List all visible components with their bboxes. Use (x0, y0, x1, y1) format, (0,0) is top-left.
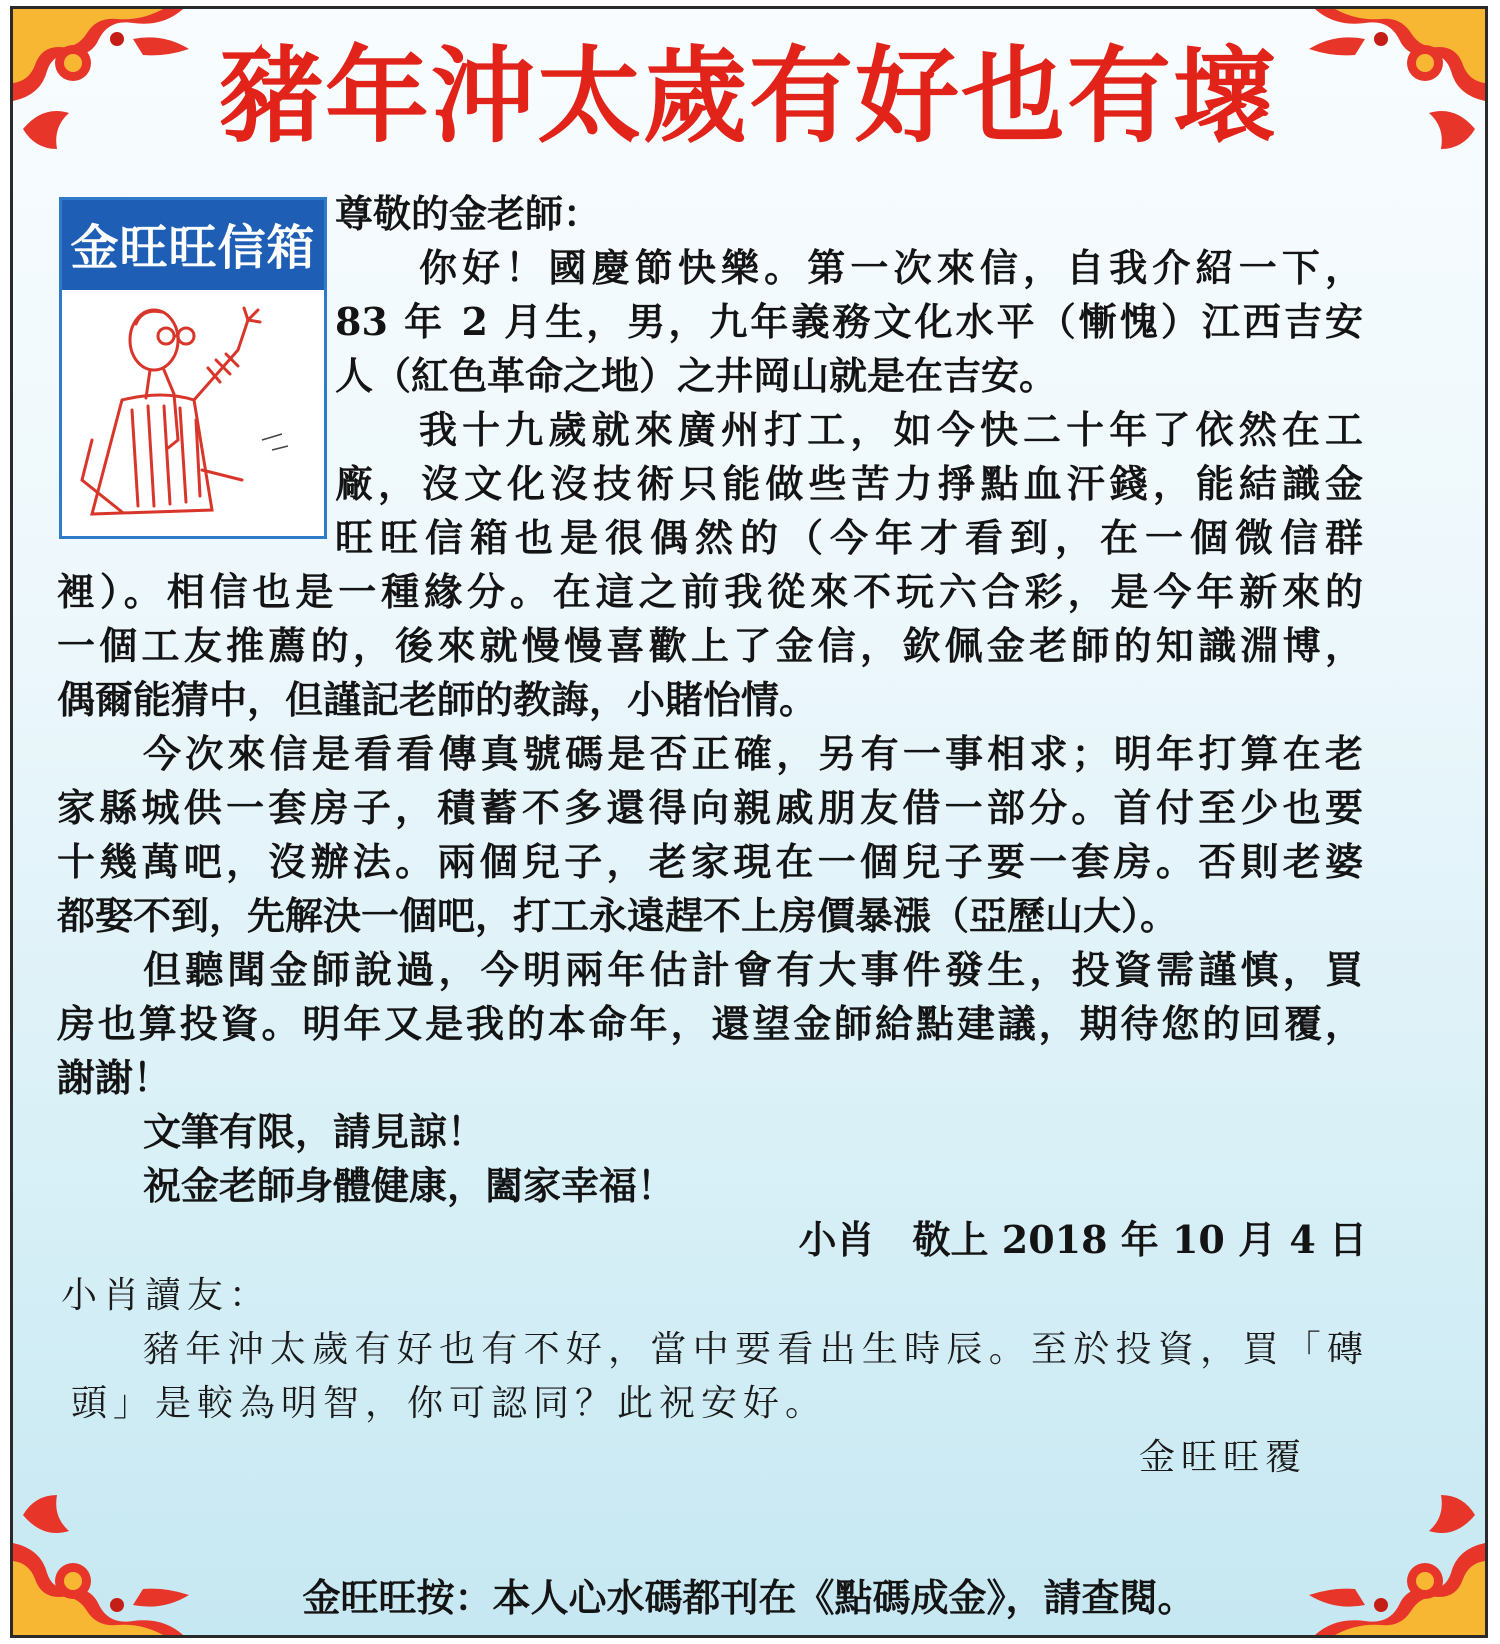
letter-line: 廠，沒文化沒技術只能做些苦力掙點血汗錢，能結識金 (335, 461, 1363, 506)
editor-note: 金旺旺按：本人心水碼都刊在《點碼成金》，請查閱。 (302, 1576, 1196, 1620)
letter-line: 謝謝！ (57, 1055, 172, 1100)
letter-signature: 小肖 敬上 2018 年 10 月 4 日 (798, 1217, 1367, 1262)
column-logo (59, 197, 327, 539)
reply-signature: 金旺旺覆 (1138, 1437, 1307, 1478)
column-logo-title: 金旺旺信箱 (62, 200, 324, 290)
letter-line: 今次來信是看看傳真號碼是否正確，另有一事相求；明年打算在老 (143, 731, 1363, 776)
letter-line: 你好！國慶節快樂。第一次來信，自我介紹一下， (419, 245, 1363, 290)
letter-line: 都娶不到，先解決一個吧，打工永遠趕不上房價暴漲（亞歷山大）。 (57, 893, 1179, 938)
letter-line: 一個工友推薦的，後來就慢慢喜歡上了金信，欽佩金老師的知識淵博， (57, 623, 1363, 668)
letter-line: 偶爾能猜中，但謹記老師的教誨，小賭怡情。 (57, 677, 818, 722)
letter-line: 我十九歲就來廣州打工，如今快二十年了依然在工 (419, 407, 1363, 452)
letter-line: 旺旺信箱也是很偶然的（今年才看到，在一個微信群 (335, 515, 1363, 560)
letter-salutation: 尊敬的金老師： (335, 191, 602, 236)
reply-line: 豬年沖太歲有好也有不好，當中要看出生時辰。至於投資，買「磚 (143, 1329, 1363, 1370)
letter-line: 83 年 2 月生，男，九年義務文化水平（慚愧）江西吉安 (335, 299, 1363, 344)
letter-line: 裡）。相信也是一種緣分。在這之前我從來不玩六合彩，是今年新來的 (57, 569, 1363, 614)
letter-line: 人（紅色革命之地）之井岡山就是在吉安。 (335, 353, 1058, 398)
reply-salutation: 小肖讀友： (61, 1275, 272, 1316)
reply-line: 頭」是較為明智，你可認同？此祝安好。 (71, 1383, 828, 1424)
letter-line: 家縣城供一套房子，積蓄不多還得向親戚朋友借一部分。首付至少也要 (57, 785, 1363, 830)
letter-line: 十幾萬吧，沒辦法。兩個兒子，老家現在一個兒子要一套房。否則老婆 (57, 839, 1363, 884)
newspaper-column-page (10, 6, 1488, 1638)
headline: 豬年沖太歲有好也有壞 (218, 35, 1279, 157)
teacher-illustration (62, 290, 324, 536)
letter-line: 文筆有限，請見諒！ (143, 1109, 486, 1154)
letter-line: 祝金老師身體健康，闔家幸福！ (143, 1163, 676, 1208)
letter-line: 房也算投資。明年又是我的本命年，還望金師給點建議，期待您的回覆， (57, 1001, 1363, 1046)
letter-line: 但聽聞金師說過，今明兩年估計會有大事件發生，投資需謹慎，買 (143, 947, 1363, 992)
